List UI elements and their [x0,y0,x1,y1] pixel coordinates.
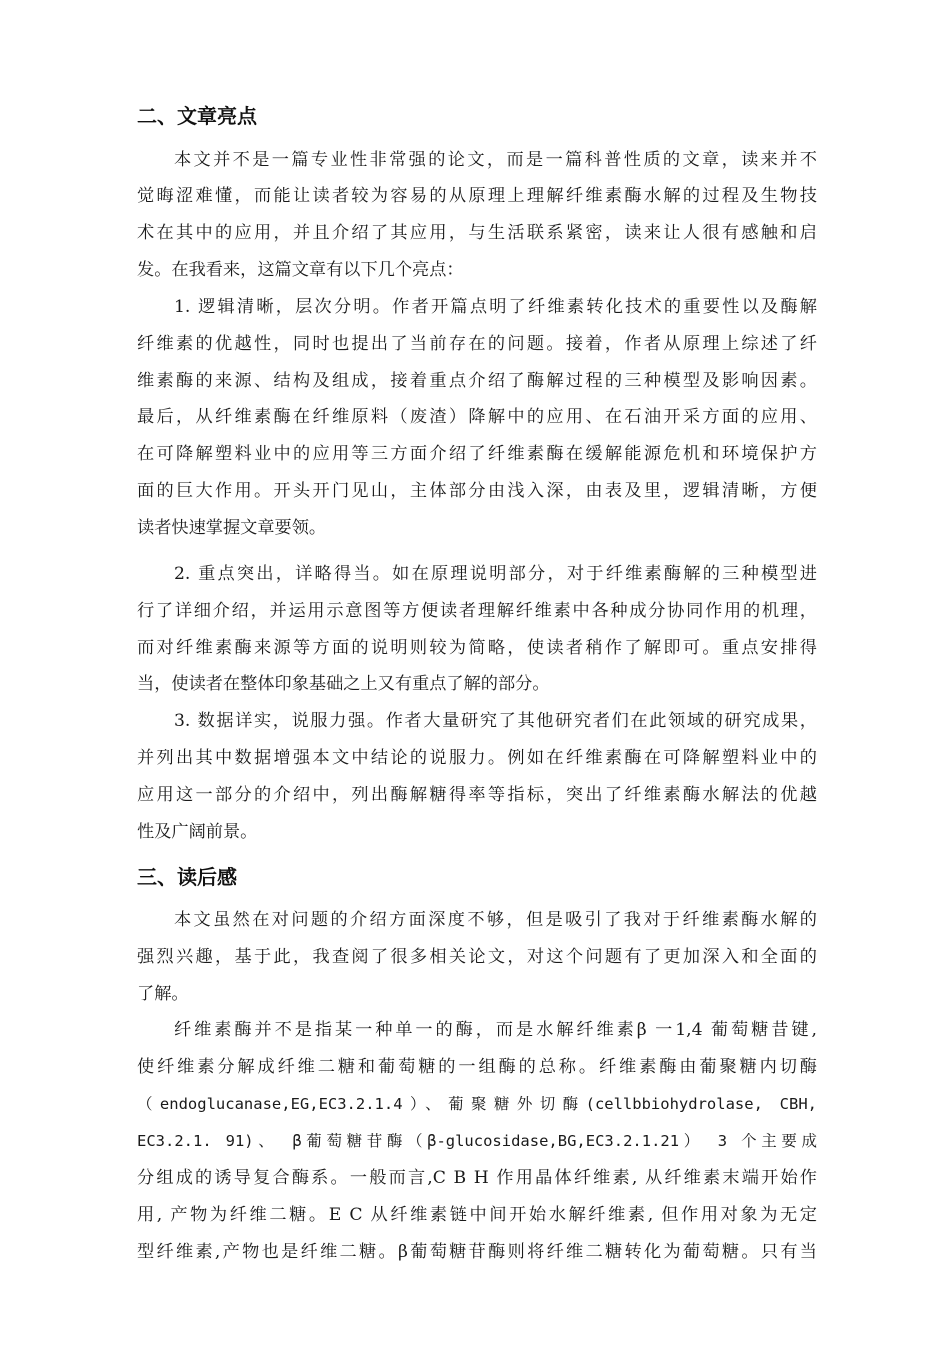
text-line: 术在其中的应用，并且介绍了其应用，与生活联系紧密，读来让人很有感触和启 [137,223,817,243]
text-line: 使纤维素分解成纤维二糖和葡萄糖的一组酶的总称。纤维素酶由葡聚糖内切酶 [137,1057,817,1077]
text-line: 本文虽然在对问题的介绍方面深度不够，但是吸引了我对于纤维素酶水解的 [174,910,817,930]
text-line: 分组成的诱导复合酶系。一般而言,C B H 作用晶体纤维素, 从纤维素末端开始作 [137,1168,817,1188]
text-line: 纤维素的优越性，同时也提出了当前存在的问题。接着，作者从原理上综述了纤 [137,334,817,354]
text-line: 用, 产物为纤维二糖。E C 从纤维素链中间开始水解纤维素, 但作用对象为无定 [137,1205,817,1225]
section-heading-reflection: 三、读后感 [137,865,237,889]
text-line: 3. 数据详实，说服力强。作者大量研究了其他研究者们在此领域的研究成果， [174,711,817,731]
text-line: 读者快速掌握文章要领。 [137,518,327,538]
text-line: 面的巨大作用。开头开门见山，主体部分由浅入深，由表及里，逻辑清晰，方便 [137,481,817,501]
text-line: 1. 逻辑清晰，层次分明。作者开篇点明了纤维素转化技术的重要性以及酶解 [174,297,817,317]
text-line: 维素酶的来源、结构及组成，接着重点介绍了酶解过程的三种模型及影响因素。 [137,371,817,391]
text-line: 强烈兴趣，基于此，我查阅了很多相关论文，对这个问题有了更加深入和全面的 [137,947,817,967]
text-line: 应用这一部分的介绍中，列出酶解糖得率等指标，突出了纤维素酶水解法的优越 [137,785,817,805]
text-line: 型纤维素,产物也是纤维二糖。β葡萄糖苷酶则将纤维二糖转化为葡萄糖。只有当 [137,1242,817,1262]
text-line: 并列出其中数据增强本文中结论的说服力。例如在纤维素酶在可降解塑料业中的 [137,748,817,768]
text-line: 当，使读者在整体印象基础之上又有重点了解的部分。 [137,674,550,694]
text-line: 而对纤维素酶来源等方面的说明则较为简略，使读者稍作了解即可。重点安排得 [137,638,817,658]
text-line: 纤维素酶并不是指某一种单一的酶，而是水解纤维素β 一1,4 葡萄糖昔键, [174,1020,817,1040]
text-line: 本文并不是一篇专业性非常强的论文，而是一篇科普性质的文章，读来并不 [174,150,817,170]
text-line: 最后，从纤维素酶在纤维原料（废渣）降解中的应用、在石油开采方面的应用、 [137,407,817,427]
text-line: EC3.2.1. 91)、 β葡萄糖苷酶（β-glucosidase,BG,EC3.2.1.21） 3 个主要成 [137,1132,817,1150]
text-line: 2. 重点突出，详略得当。如在原理说明部分，对于纤维素酶解的三种模型进 [174,564,817,584]
text-line: 了解。 [137,984,189,1004]
text-line: 在可降解塑料业中的应用等三方面介绍了纤维素酶在缓解能源危机和环境保护方 [137,444,817,464]
text-line: （endoglucanase,EG,EC3.2.1.4）、葡聚糖外切酶(cellbbiohydrolase, CBH, [137,1095,817,1113]
text-line: 发。在我看来，这篇文章有以下几个亮点： [137,260,464,280]
text-line: 行了详细介绍，并运用示意图等方便读者理解纤维素中各种成分协同作用的机理， [137,601,817,621]
text-line: 觉晦涩难懂，而能让读者较为容易的从原理上理解纤维素酶水解的过程及生物技 [137,186,817,206]
text-line: 性及广阔前景。 [137,822,258,842]
section-heading-highlights: 二、文章亮点 [137,104,257,128]
